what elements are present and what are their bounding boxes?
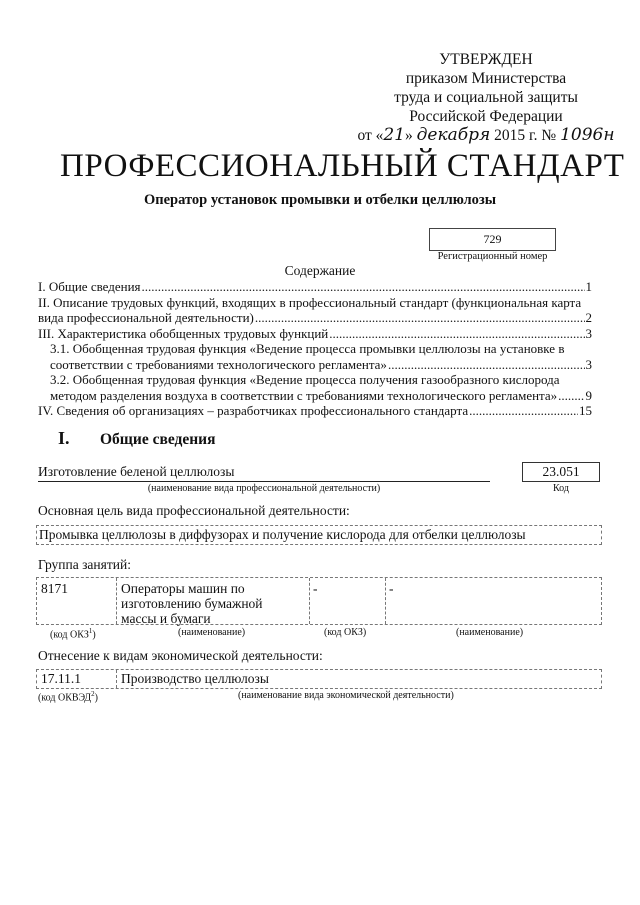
- registration-number-label: Регистрационный номер: [437, 251, 548, 262]
- okz-code: 8171: [41, 581, 68, 596]
- okz-code2-caption: (код ОКЗ): [324, 627, 367, 638]
- toc-title: Содержание: [284, 263, 356, 278]
- approval-line: приказом Министерства: [405, 70, 567, 87]
- group-label: Группа занятий:: [38, 557, 131, 572]
- occupation-group-table: [36, 577, 602, 625]
- activity-name-caption: (наименование вида профессиональной деятельности): [147, 483, 381, 494]
- approval-heading: УТВЕРЖДЕН: [439, 51, 533, 68]
- approval-line: Российской Федерации: [409, 108, 563, 125]
- page-subtitle: Оператор установок промывки и отбелки целлюлозы: [143, 192, 497, 208]
- section-heading: [58, 428, 215, 449]
- toc-item-cont[interactable]: вида профессиональной деятельности) ..... 2: [38, 310, 592, 326]
- okved-table: [36, 669, 602, 689]
- approval-month: декабря: [416, 125, 491, 145]
- okz-code-caption: (код ОКЗ$^1$): [50, 627, 96, 641]
- toc-item[interactable]: IV. Сведения об организациях – разработчиках профессионального стандарта ..... 15: [38, 403, 592, 419]
- okved-code: 17.11.1: [41, 671, 81, 686]
- registration-number-box: 729: [429, 228, 556, 251]
- toc-item[interactable]: II. Описание трудовых функций, входящих в профессиональный стандарт (функциональная карта: [38, 294, 582, 310]
- okz-name-2: -: [389, 581, 394, 596]
- approval-day: 21: [383, 125, 406, 145]
- toc-item[interactable]: I. Общие сведения ..... 1: [38, 279, 592, 295]
- section-number: I.: [58, 428, 70, 448]
- toc-item-cont[interactable]: соответствии с требованиями технологического регламента» ..... 3: [38, 357, 592, 373]
- econ-label: Отнесение к видам экономической деятельности:: [38, 648, 323, 663]
- approval-date-line: от «21» декабря 2015 г. № 1096н: [357, 125, 615, 145]
- okz-name: Операторы машин по изготовлению бумажной массы и бумаги: [121, 581, 263, 626]
- toc-item[interactable]: 3.1. Обобщенная трудовая функция «Ведение процесса промывки целлюлозы на установке в: [50, 341, 565, 356]
- okved-code-caption: (код ОКВЭД$^2$): [38, 690, 98, 704]
- activity-code-box: 23.051: [522, 462, 600, 482]
- okz-code-2: -: [313, 581, 318, 596]
- okz-name2-caption: (наименование): [456, 627, 524, 638]
- approval-line: труда и социальной защиты: [394, 89, 578, 106]
- toc-item[interactable]: 3.2. Обобщенная трудовая функция «Ведение процесса получения газообразного кислорода: [50, 372, 560, 387]
- approval-block: [356, 50, 616, 145]
- okz-name-caption: (наименование): [178, 627, 246, 638]
- okved-name-caption: (наименование вида экономической деятельности): [238, 690, 454, 701]
- toc-item[interactable]: III. Характеристика обобщенных трудовых функций ..... 3: [38, 326, 592, 342]
- table-of-contents: [38, 279, 592, 419]
- goal-label: Основная цель вида профессиональной деятельности:: [38, 503, 350, 518]
- goal-value: Промывка целлюлозы в диффузорах и получение кислорода для отбелки целлюлозы: [36, 525, 602, 545]
- approval-number: 1096н: [560, 125, 615, 145]
- approval-year: 2015 г. №: [494, 127, 557, 144]
- okved-name: Производство целлюлозы: [121, 671, 269, 686]
- activity-code-caption: Код: [553, 483, 569, 494]
- section-title: Общие сведения: [100, 431, 216, 448]
- activity-name-field: Изготовление беленой целлюлозы: [38, 464, 490, 482]
- toc-item-cont[interactable]: методом разделения воздуха в соответствии с требованиями технологического регламента» ..... 9: [38, 388, 592, 404]
- page-title: ПРОФЕССИОНАЛЬНЫЙ СТАНДАРТ: [60, 148, 625, 184]
